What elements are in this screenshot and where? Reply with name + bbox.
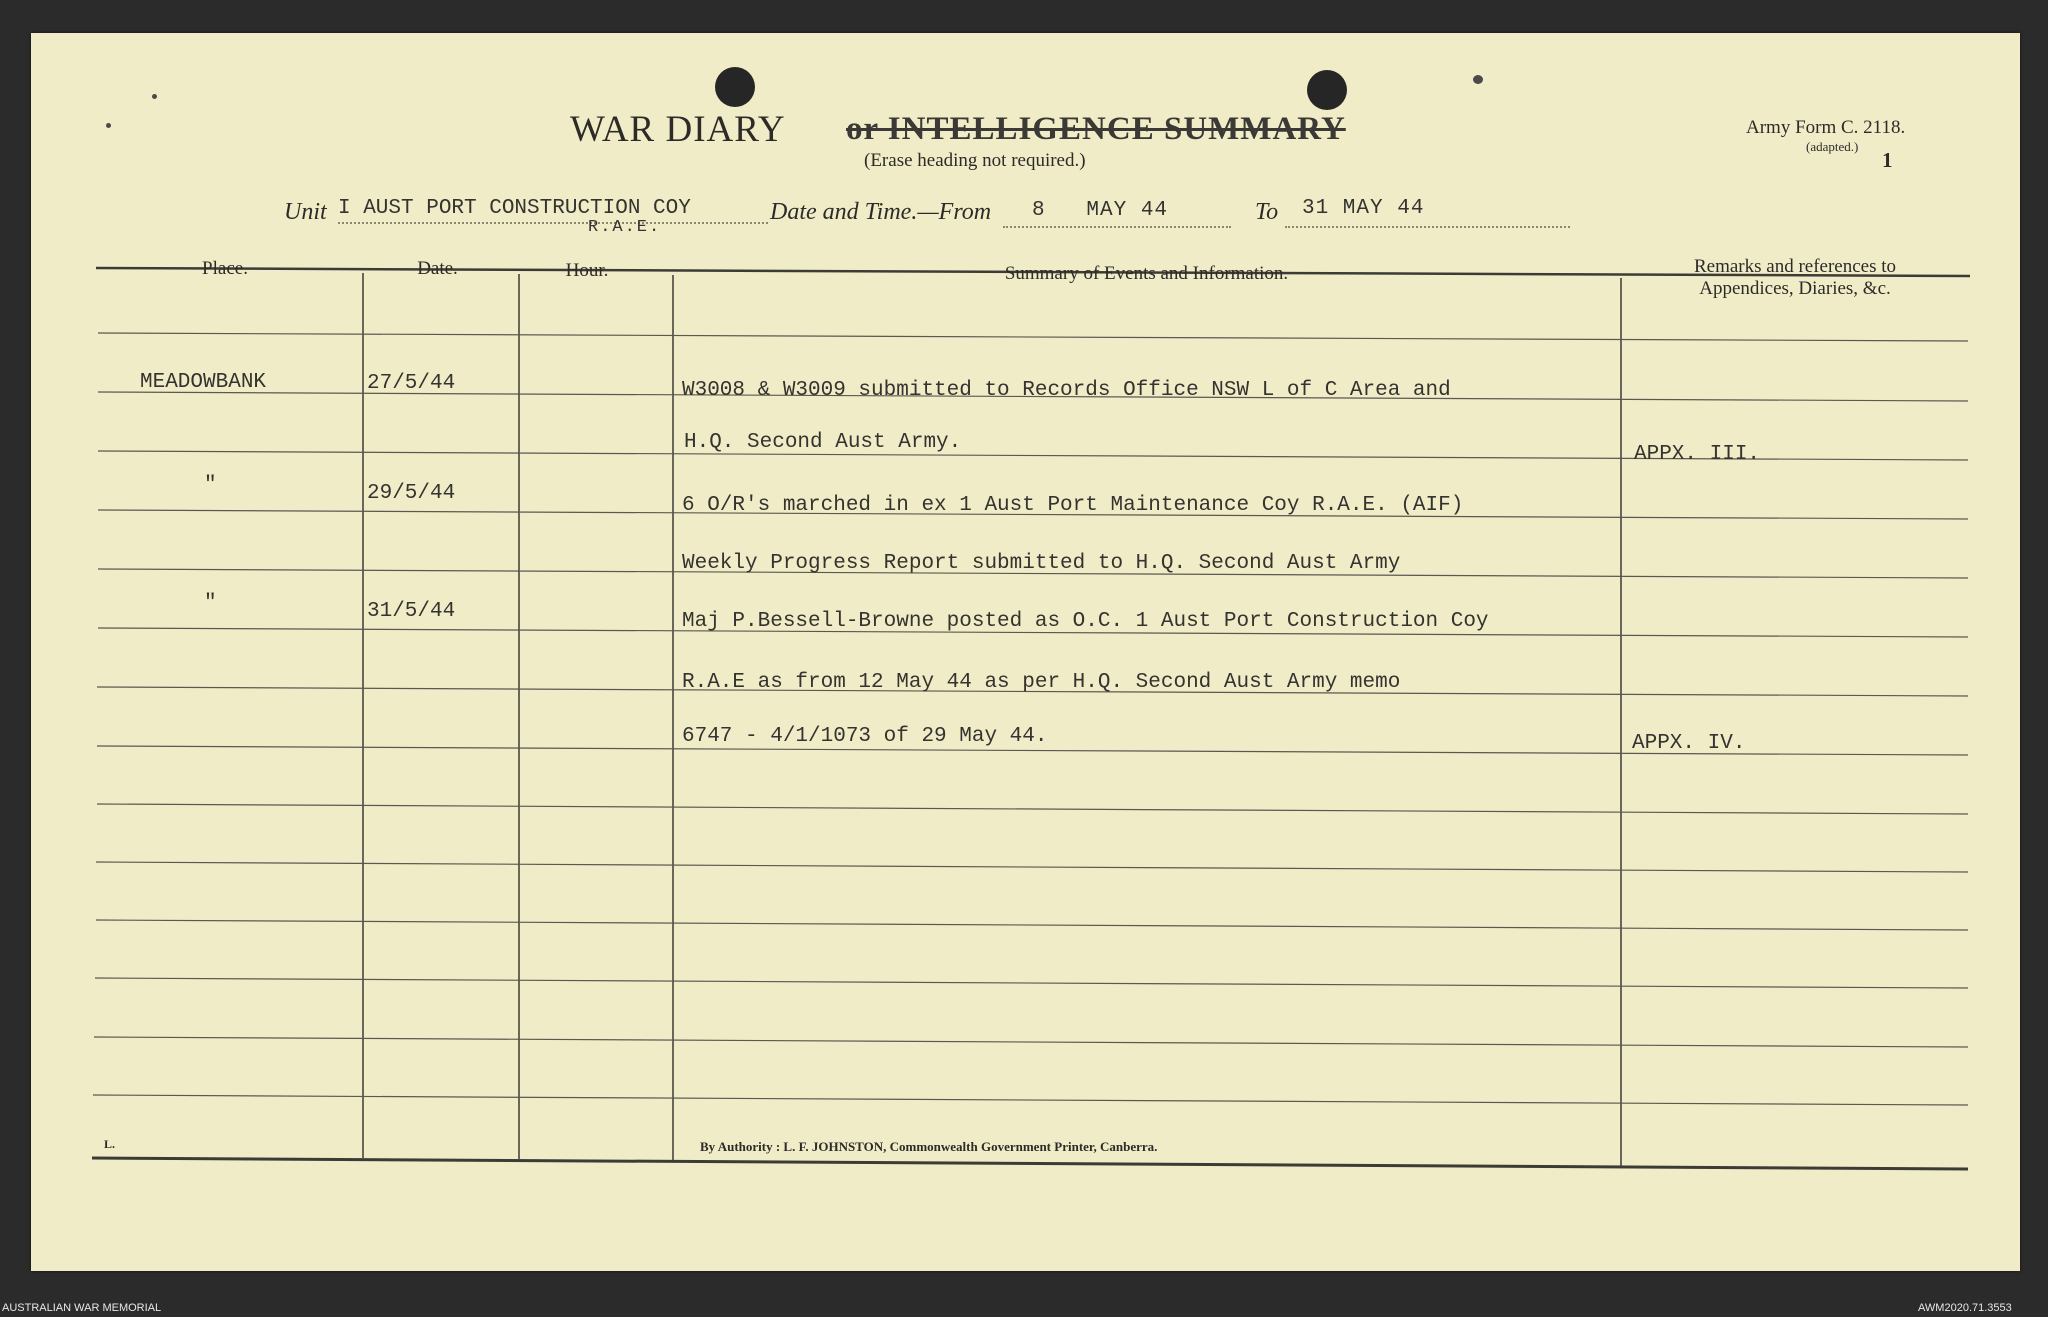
column-header-remarks	[1595, 256, 1995, 300]
column-header-place: Place.	[202, 258, 248, 279]
remarks-header-line-1: Remarks and references to	[1693, 256, 1897, 277]
page-number: 1	[1882, 148, 1893, 172]
date-time-label: Date and Time.—From	[770, 199, 992, 225]
unit-label: Unit	[284, 199, 327, 225]
entry-date: 31/5/44	[367, 600, 456, 623]
entry-place-ditto: "	[204, 592, 217, 615]
struck-heading: or INTELLIGENCE SUMMARY	[846, 111, 1346, 147]
column-header-date: Date.	[417, 258, 458, 279]
printer-authority: By Authority : L. F. JOHNSTON, Commonwealth Government Printer, Canberra.	[700, 1139, 1158, 1154]
form-adapted-note: (adapted.)	[1806, 139, 1859, 154]
column-header-summary: Summary of Events and Information.	[1004, 263, 1289, 284]
entry-summary-line: 6 O/R's marched in ex 1 Aust Port Maintenance Coy R.A.E. (AIF)	[682, 494, 1464, 517]
entry-summary-line: W3008 & W3009 submitted to Records Office NSW L of C Area and	[682, 379, 1451, 402]
entry-summary-line: R.A.E as from 12 May 44 as per H.Q. Second Aust Army memo	[682, 671, 1401, 694]
to-label: To	[1255, 199, 1279, 225]
footer-mark: L.	[104, 1137, 116, 1151]
entry-date: 29/5/44	[367, 482, 456, 505]
entry-remarks: APPX. III.	[1634, 443, 1761, 466]
entry-summary-line: Weekly Progress Report submitted to H.Q. Second Aust Army	[682, 552, 1401, 575]
form-number: Army Form C. 2118.	[1746, 117, 1906, 138]
erase-note: (Erase heading not required.)	[864, 150, 1086, 171]
entry-date: 27/5/44	[367, 372, 456, 395]
entry-summary-line: 6747 - 4/1/1073 of 29 May 44.	[682, 725, 1048, 748]
column-header-hour: Hour.	[565, 260, 609, 281]
entry-summary-line: H.Q. Second Aust Army.	[684, 431, 962, 454]
unit-dotted-line	[338, 222, 768, 224]
entry-place: MEADOWBANK	[140, 371, 267, 394]
to-dotted-line	[1285, 226, 1570, 228]
diary-title: WAR DIARY	[570, 109, 786, 150]
entry-summary-line: Maj P.Bessell-Browne posted as O.C. 1 Aust Port Construction Coy	[682, 610, 1489, 633]
entry-place-ditto: "	[204, 474, 217, 497]
to-date-value: 31 MAY 44	[1302, 197, 1425, 220]
entry-remarks: APPX. IV.	[1632, 732, 1746, 755]
remarks-header-line-2: Appendices, Diaries, &c.	[1699, 278, 1891, 299]
from-dotted-line	[1003, 226, 1231, 228]
table-bottom-rule	[92, 1158, 1968, 1169]
accession-number: AWM2020.71.3553	[1918, 1302, 2012, 1314]
archive-caption: AUSTRALIAN WAR MEMORIAL	[2, 1302, 162, 1314]
from-date-value: 8 MAY 44	[1032, 199, 1169, 222]
unit-sub-value: R.A.E.	[588, 218, 662, 237]
unit-value: I AUST PORT CONSTRUCTION COY	[338, 197, 691, 220]
